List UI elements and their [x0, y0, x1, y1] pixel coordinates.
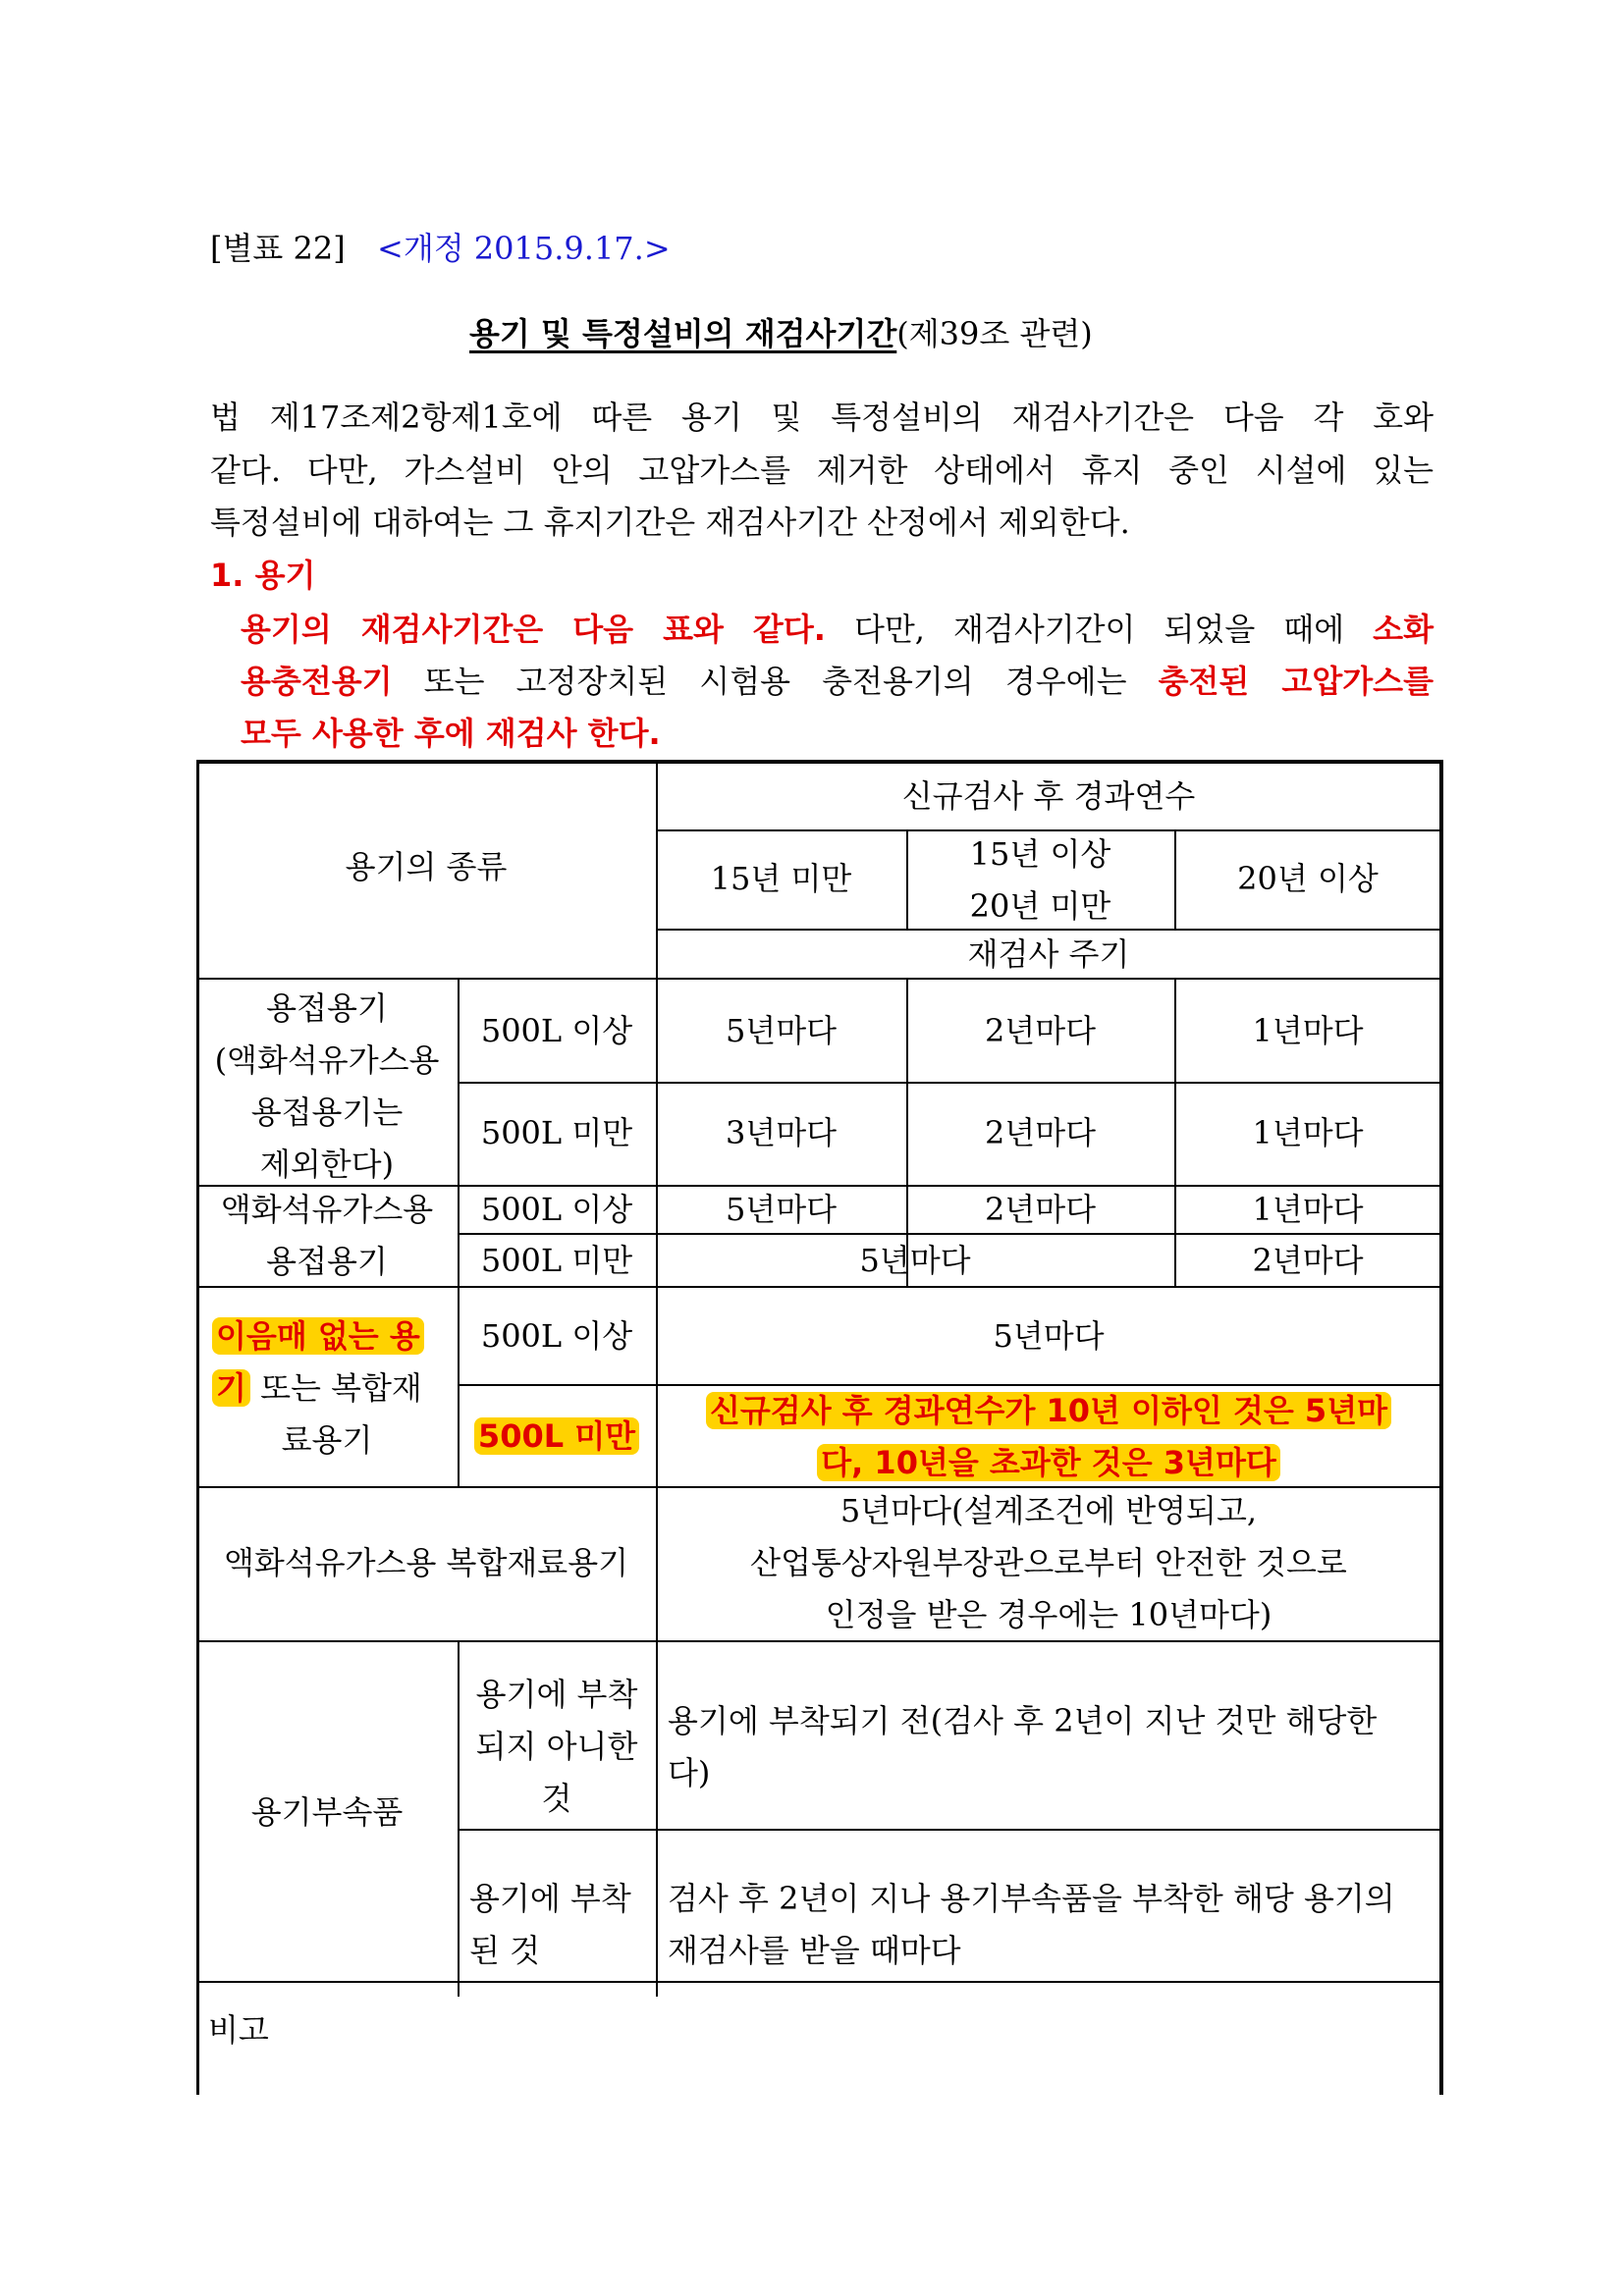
table-line	[458, 1082, 1441, 1084]
not-attached-label-c: 것	[541, 1780, 572, 1817]
not-attached-label-b: 되지 아니한	[475, 1728, 638, 1765]
seamless-lt500	[458, 1411, 656, 1463]
lpg-welded-lt500-ge20: 2년마다	[1252, 1242, 1364, 1279]
attached-value-b: 재검사를 받을 때마다	[668, 1932, 961, 1969]
seamless-label-c: 또는 복합재	[249, 1369, 422, 1407]
col-15to20-header-a: 15년 이상	[969, 835, 1111, 873]
lpg-composite-value-a: 5년마다(설계조건에 반영되고,	[839, 1492, 1258, 1529]
seamless-label-a	[212, 1310, 424, 1362]
seamless-lt500-highlight-b: 다, 10년을 초과한 것은 3년마다	[817, 1444, 1280, 1481]
welded-label-b: (액화석유가스용	[214, 1041, 440, 1079]
col-lt15-header: 15년 미만	[710, 860, 852, 897]
table-line	[458, 1829, 1441, 1831]
table-line	[196, 1981, 1441, 1983]
elapsed-header: 신규검사 후 경과연수	[901, 777, 1196, 815]
not-attached-value-a: 용기에 부착되기 전(검사 후 2년이 지난 것만 해당한	[668, 1702, 1378, 1739]
para-black-2: 또는 고정장치된 시험용 충전용기의 경우에는	[392, 663, 1159, 700]
seamless-lt500-value-a	[656, 1385, 1441, 1437]
para-red-3: 용충전용기	[241, 663, 393, 700]
col-15to20-header-b: 20년 미만	[969, 887, 1111, 925]
seamless-label-b	[212, 1362, 422, 1415]
title-main: 용기 및 특정설비의 재검사기간	[469, 315, 897, 352]
intro-line-3: 특정설비에 대하여는 그 휴지기간은 재검사기간 산정에서 제외한다.	[210, 504, 1130, 541]
welded-ge500-15to20: 2년마다	[984, 1012, 1097, 1049]
seamless-highlight-a: 이음매 없는 용	[212, 1317, 424, 1355]
col-ge20-header: 20년 이상	[1237, 860, 1379, 897]
not-attached-value-b: 다)	[668, 1754, 711, 1791]
para-red-4: 충전된 고압가스를	[1158, 663, 1434, 700]
welded-label-a: 용접용기	[266, 989, 388, 1027]
revision-label: <개정 2015.9.17.>	[377, 230, 671, 267]
seamless-lt500-highlight-a: 신규검사 후 경과연수가 10년 이하인 것은 5년마	[706, 1392, 1391, 1429]
welded-lt500-ge20: 1년마다	[1252, 1114, 1364, 1151]
section-para-line-2	[241, 662, 1434, 701]
period-header: 재검사 주기	[967, 935, 1130, 973]
col-type-header: 용기의 종류	[345, 848, 508, 885]
lpg-welded-ge500-lt15: 5년마다	[725, 1191, 838, 1228]
not-attached-label-a: 용기에 부착	[475, 1676, 638, 1713]
welded-ge500-ge20: 1년마다	[1252, 1012, 1364, 1049]
welded-label-c: 용접용기는	[250, 1094, 404, 1131]
lpg-composite-value-c: 인정을 받은 경우에는 10년마다)	[825, 1596, 1272, 1633]
lpg-welded-lt500: 500L 미만	[480, 1242, 633, 1279]
lpg-welded-label-a: 액화석유가스용	[220, 1191, 434, 1228]
seamless-lt500-value-b	[656, 1437, 1441, 1489]
welded-ge500: 500L 이상	[480, 1012, 633, 1049]
lpg-composite-value-b: 산업통상자원부장관으로부터 안전한 것으로	[750, 1544, 1347, 1581]
page-title	[469, 314, 1093, 353]
remarks-label: 비고	[208, 2011, 269, 2049]
attached-value-a: 검사 후 2년이 지나 용기부속품을 부착한 해당 용기의	[668, 1880, 1395, 1917]
attached-label-a: 용기에 부착	[469, 1880, 631, 1917]
seamless-lt500-highlight: 500L 미만	[474, 1417, 639, 1455]
seamless-ge500: 500L 이상	[480, 1317, 633, 1355]
seamless-label-d: 료용기	[281, 1421, 373, 1459]
seamless-highlight-b: 기	[212, 1369, 250, 1407]
seamless-ge500-value: 5년마다	[993, 1317, 1105, 1355]
section-para-line-1	[241, 610, 1434, 649]
welded-lt500: 500L 미만	[480, 1114, 633, 1151]
table-border-top	[196, 760, 1442, 764]
intro-line-1: 법 제17조제2항제1호에 따른 용기 및 특정설비의 재검사기간은 다음 각 호와	[210, 399, 1434, 436]
lpg-welded-label-b: 용접용기	[266, 1243, 388, 1280]
welded-label-d: 제외한다)	[259, 1146, 395, 1183]
welded-lt500-15to20: 2년마다	[984, 1114, 1097, 1151]
lpg-composite-label: 액화석유가스용 복합재료용기	[223, 1544, 629, 1581]
title-ref: (제39조 관련)	[896, 315, 1093, 352]
para-red-2: 소화	[1373, 611, 1434, 648]
welded-lt500-lt15: 3년마다	[725, 1114, 838, 1151]
para-red-1: 용기의 재검사기간은 다음 표와 같다.	[241, 611, 826, 648]
lpg-welded-ge500-15to20: 2년마다	[984, 1191, 1097, 1228]
welded-ge500-lt15: 5년마다	[725, 1012, 838, 1049]
section-para-line-3: 모두 사용한 후에 재검사 한다.	[241, 715, 661, 752]
lpg-welded-ge500: 500L 이상	[480, 1191, 633, 1228]
lpg-welded-lt500-lt20: 5년마다	[859, 1242, 971, 1279]
lpg-welded-ge500-ge20: 1년마다	[1252, 1191, 1364, 1228]
accessory-label: 용기부속품	[250, 1793, 404, 1831]
section-heading: 1. 용기	[210, 557, 316, 594]
attached-label-b: 된 것	[469, 1932, 540, 1969]
annex-label: [별표 22]	[210, 230, 346, 267]
para-black-1: 다만, 재검사기간이 되었을 때에	[825, 611, 1374, 648]
intro-line-2: 같다. 다만, 가스설비 안의 고압가스를 제거한 상태에서 휴지 중인 시설에 있는	[210, 452, 1434, 489]
